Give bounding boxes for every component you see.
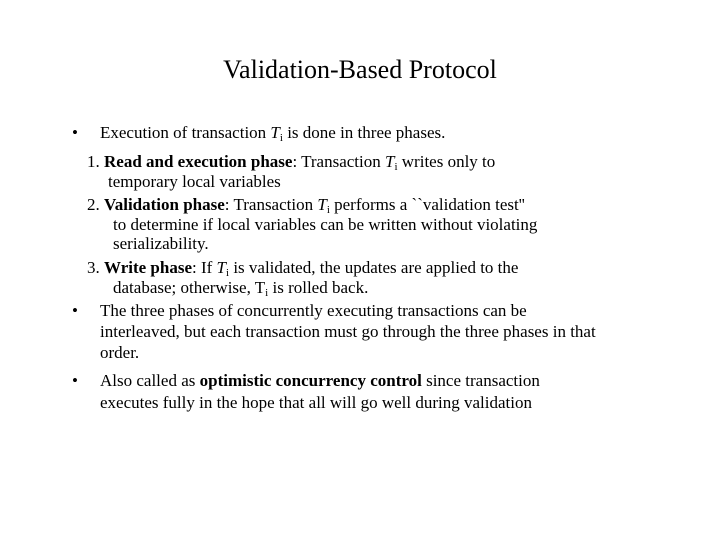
bullet-marker: • [72, 371, 78, 390]
bullet-execution-text: Execution of transaction [100, 123, 271, 142]
bullet-phases-line-2: interleaved, but each transaction must go through the three phases in that [100, 322, 596, 341]
phase-number: 3. [87, 258, 100, 277]
phase-text-end: writes only to [397, 152, 496, 171]
bullet-marker: • [72, 301, 78, 320]
phase-text-end: is validated, the updates are applied to the [229, 258, 519, 277]
transaction-variable: T [216, 258, 227, 277]
bullet-optimistic-text: Also called as [100, 371, 200, 390]
phase-name: Read and execution phase [104, 152, 293, 171]
bullet-marker: • [72, 123, 78, 142]
transaction-subscript: i [326, 204, 330, 216]
phase-text: : If [192, 258, 217, 277]
transaction-variable: T [385, 152, 395, 171]
phase-validation-continuation-2: serializability. [113, 234, 209, 253]
phase-text: : Transaction [224, 195, 318, 214]
bullet-execution-text-end: is done in three phases. [282, 123, 446, 142]
phase-read-continuation: temporary local variables [108, 172, 281, 191]
optimistic-concurrency-term: optimistic concurrency control [199, 371, 422, 390]
transaction-subscript: i [265, 287, 269, 299]
phase-text: : Transaction [292, 152, 385, 171]
transaction-subscript: i [394, 161, 398, 173]
phase-number: 1. [87, 152, 100, 171]
bullet-phases-line-3: order. [100, 343, 140, 362]
transaction-subscript: i [279, 132, 283, 144]
phase-write-continuation-end: is rolled back. [268, 278, 369, 297]
bullet-optimistic-text-end: since transaction [421, 371, 540, 390]
phase-text-end: performs a ``validation test'' [329, 195, 525, 214]
phase-validation [87, 194, 525, 215]
bullet-optimistic-line-2: executes fully in the hope that all will go well during validation [100, 393, 532, 412]
phase-name: Write phase [104, 258, 192, 277]
phase-write [87, 257, 518, 278]
phase-write-continuation [113, 277, 368, 298]
phase-validation-continuation: to determine if local variables can be written without violating [113, 215, 538, 234]
phase-number: 2. [87, 195, 100, 214]
phase-write-continuation-text: database; otherwise, T [113, 278, 266, 297]
phase-name: Validation phase [104, 195, 225, 214]
transaction-variable: T [317, 195, 327, 214]
bullet-phases-line-1: The three phases of concurrently executing transactions can be [100, 301, 527, 320]
phase-read [87, 151, 495, 172]
bullet-optimistic-line-1 [100, 370, 540, 391]
slide-title: Validation-Based Protocol [223, 55, 497, 84]
transaction-subscript: i [226, 267, 230, 279]
bullet-execution [100, 122, 445, 143]
transaction-variable: T [270, 123, 280, 142]
